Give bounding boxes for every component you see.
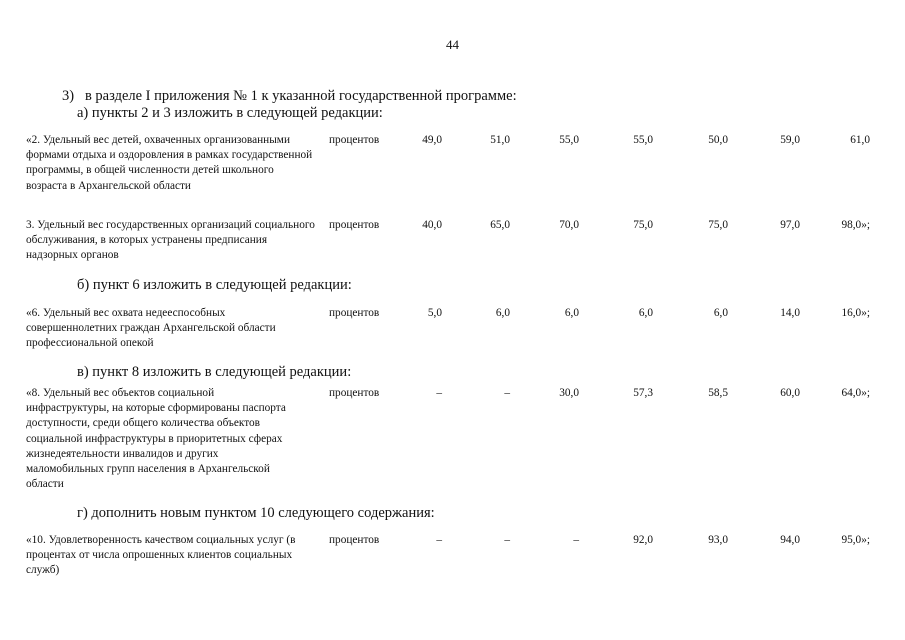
indicator-value: 59,0 xyxy=(780,134,800,146)
section-b-heading: б) пункт 6 изложить в следующей редакции: xyxy=(77,277,352,293)
indicator-value: 6,0 xyxy=(638,307,653,319)
intro-line-2: а) пункты 2 и 3 изложить в следующей редакции: xyxy=(77,105,383,121)
indicator-value: 75,0 xyxy=(708,219,728,231)
indicator-value: – xyxy=(436,534,442,546)
indicator-value: – xyxy=(504,534,510,546)
indicator-value: 95,0»; xyxy=(841,534,870,546)
indicator-value: 6,0 xyxy=(713,307,728,319)
section-v-heading: в) пункт 8 изложить в следующей редакции: xyxy=(77,364,352,380)
indicator-value: 49,0 xyxy=(422,134,442,146)
indicator-description: «6. Удельный вес охвата недееспособных совершеннолетних граждан Архангельской области профессиональной опекой xyxy=(26,307,276,350)
indicator-unit: процентов xyxy=(329,307,380,319)
page-number: 44 xyxy=(446,37,459,52)
indicator-value: 94,0 xyxy=(780,534,800,546)
indicator-unit: процентов xyxy=(329,219,380,231)
indicator-value: 65,0 xyxy=(490,219,510,231)
indicator-value: 50,0 xyxy=(708,134,728,146)
indicator-unit: процентов xyxy=(329,134,380,146)
indicator-value: 55,0 xyxy=(559,134,579,146)
indicator-value: – xyxy=(504,387,510,399)
indicator-value: 14,0 xyxy=(780,307,800,319)
indicator-description: 3. Удельный вес государственных организаций социального обслуживания, в которых устранены предписания надзорных органов xyxy=(26,219,315,262)
indicator-value: 40,0 xyxy=(422,219,442,231)
indicator-value: 93,0 xyxy=(708,534,728,546)
indicator-value: 51,0 xyxy=(490,134,510,146)
indicator-value: – xyxy=(436,387,442,399)
intro-line-1: 3) в разделе I приложения № 1 к указанной государственной программе: xyxy=(62,88,517,104)
indicator-value: 30,0 xyxy=(559,387,579,399)
indicator-unit: процентов xyxy=(329,534,380,546)
indicator-value: 98,0»; xyxy=(841,219,870,231)
indicator-value: 92,0 xyxy=(633,534,653,546)
indicator-value: 57,3 xyxy=(633,387,653,399)
indicator-description: «10. Удовлетворенность качеством социальных услуг (в процентах от числа опрошенных клиентов социальных служб) xyxy=(26,534,296,577)
indicator-value: 97,0 xyxy=(780,219,800,231)
indicator-value: 55,0 xyxy=(633,134,653,146)
section-g-heading: г) дополнить новым пунктом 10 следующего содержания: xyxy=(77,505,435,521)
indicator-value: 5,0 xyxy=(427,307,442,319)
indicator-description: «8. Удельный вес объектов социальной инфраструктуры, на которые сформированы паспорта доступности, среди общего количества объектов социальной инфраструктуры в приоритетных сферах жизнедеятельности инвалидов и других маломобильных групп населения в Архангельской области xyxy=(26,387,286,491)
indicator-value: 64,0»; xyxy=(841,387,870,399)
indicator-value: 70,0 xyxy=(559,219,579,231)
indicator-value: 6,0 xyxy=(495,307,510,319)
indicator-value: 6,0 xyxy=(564,307,579,319)
indicator-value: 60,0 xyxy=(780,387,800,399)
indicator-value: 61,0 xyxy=(850,134,870,146)
indicator-description: «2. Удельный вес детей, охваченных организованными формами отдыха и оздоровления в рамках государственной программы, в общей численности детей школьного возраста в Архангельской области xyxy=(26,134,313,192)
indicator-value: 58,5 xyxy=(708,387,728,399)
indicator-value: 16,0»; xyxy=(841,307,870,319)
indicator-value: 75,0 xyxy=(633,219,653,231)
indicator-unit: процентов xyxy=(329,387,380,399)
indicator-value: – xyxy=(573,534,579,546)
